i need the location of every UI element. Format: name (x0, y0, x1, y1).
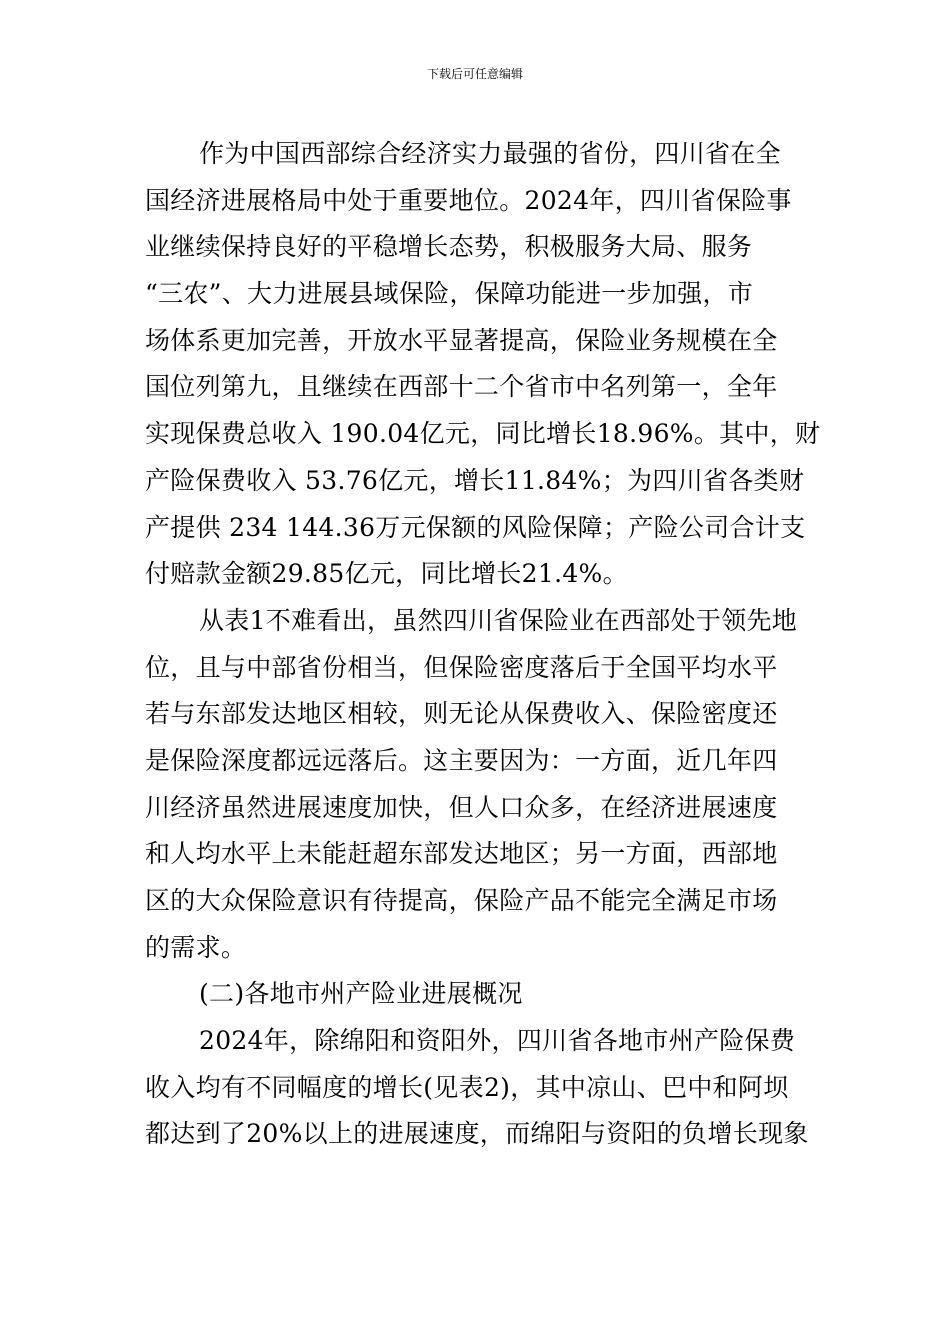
text-line: 的需求。 (145, 932, 247, 962)
text-line: 国位列第九，且继续在西部十二个省市中名列第一，全年 (145, 372, 778, 402)
text-line: 产险保费收入 53.76亿元，增长11.84%；为四川省各类财 (145, 465, 805, 495)
text-line: “三农”、大力进展县域保险，保障功能进一步加强，市 (145, 279, 754, 309)
paragraph-sichuan-insurance-overview (145, 131, 821, 598)
paragraph-regional-overview (145, 1018, 809, 1158)
text-line: 作为中国西部综合经济实力最强的省份，四川省在全 (199, 139, 781, 168)
text-line: 都达到了20%以上的进展速度，而绵阳与资阳的负增长现象 (145, 1119, 809, 1149)
text-line: 付赔款金额29.85亿元，同比增长21.4%。 (145, 559, 628, 589)
text-line: 是保险深度都远远落后。这主要因为：一方面，近几年四 (145, 745, 778, 775)
paragraph-table1-analysis (145, 598, 805, 972)
text-line: 国经济进展格局中处于重要地位。2024年，四川省保险事 (145, 185, 792, 215)
text-line: 位，且与中部省份相当，但保险密度落后于全国平均水平 (145, 652, 778, 682)
text-line: 2024年，除绵阳和资阳外，四川省各地市州产险保费 (199, 1026, 796, 1056)
text-line: 收入均有不同幅度的增长(见表2)，其中凉山、巴中和阿坝 (145, 1072, 789, 1102)
text-line: 产提供 234 144.36万元保额的风险保障；产险公司合计支 (145, 512, 806, 542)
text-line: 区的大众保险意识有待提高，保险产品不能完全满足市场 (145, 886, 778, 915)
section-heading (145, 971, 805, 1018)
text-line: 场体系更加完善，开放水平显著提高，保险业务规模在全 (145, 325, 778, 355)
text-line: 实现保费总收入 190.04亿元，同比增长18.96%。其中，财 (145, 419, 821, 449)
text-line: 川经济虽然进展速度加快，但人口众多，在经济进展速度 (145, 792, 778, 822)
text-line: 和人均水平上未能赶超东部发达地区；另一方面，西部地 (145, 839, 778, 869)
text-line: 业继续保持良好的平稳增长态势，积极服务大局、服务 (145, 232, 753, 262)
text-line: 若与东部发达地区相较，则无论从保费收入、保险密度还 (145, 699, 778, 729)
document-body (145, 131, 821, 1158)
page-header-note: 下载后可任意编辑 (426, 67, 523, 81)
text-line: 从表1不难看出，虽然四川省保险业在西部处于领先地 (199, 605, 798, 635)
section-heading-text: (二)各地市州产险业进展概况 (199, 979, 523, 1009)
